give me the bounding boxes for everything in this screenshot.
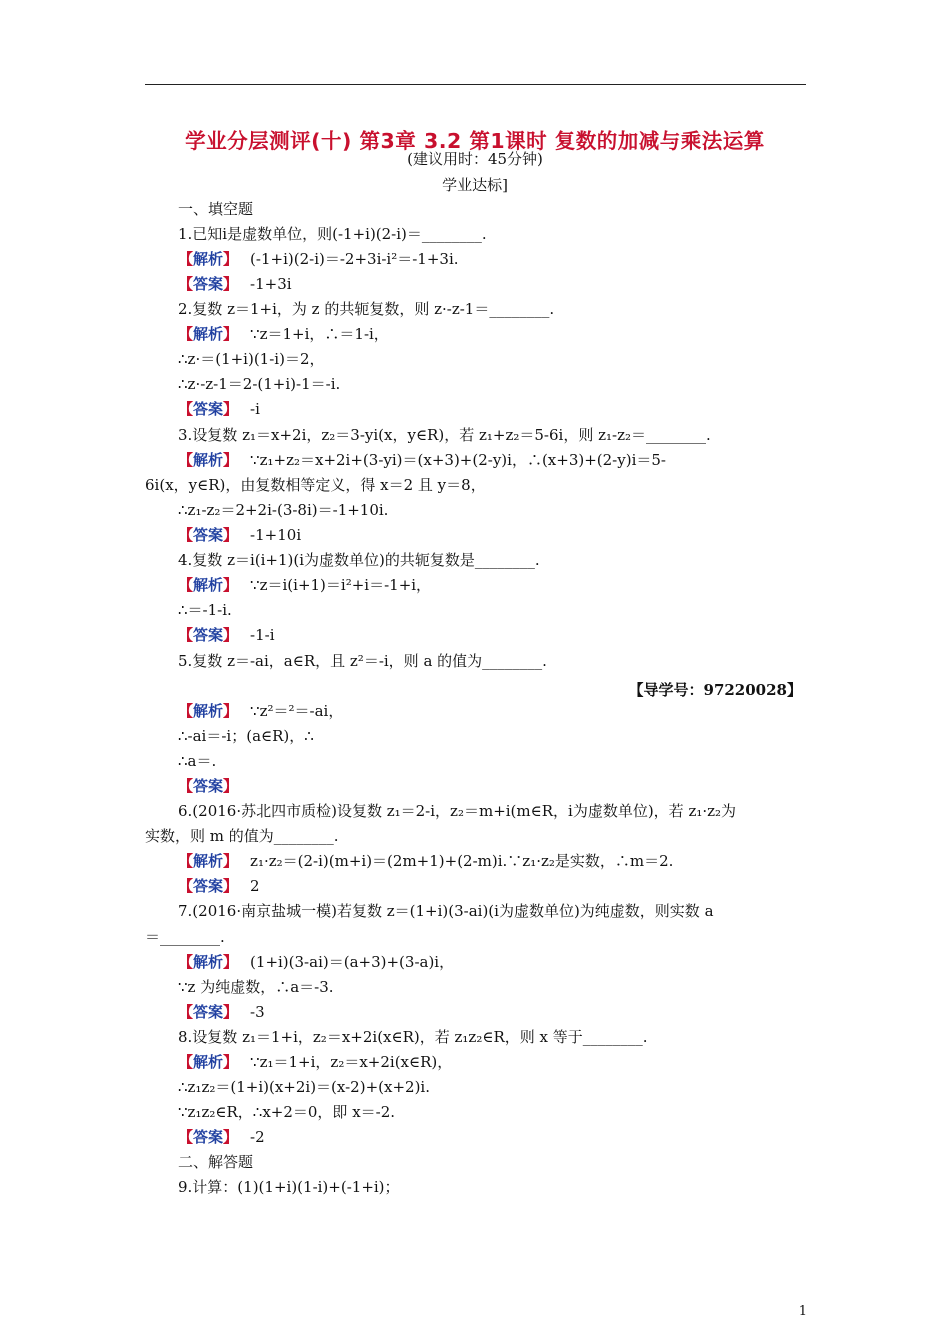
text-line (178, 349, 325, 369)
text-line (178, 726, 314, 746)
text-line (178, 901, 714, 921)
text-line (145, 475, 486, 495)
text-line (178, 1027, 648, 1047)
page-title: 学业分层测评(十) 第3章 3.2 第1课时 复数的加减与乘法运算 (185, 129, 765, 153)
tag-bracket-open: 【 (178, 626, 194, 644)
tag-bracket-open: 【 (178, 877, 194, 895)
line-text: 5.复数 z＝-ai，a∈R，且 z²＝-i，则 a 的值为________. (178, 652, 547, 670)
tag-bracket-open: 【 (178, 275, 194, 293)
line-text: ∵z²＝²＝-ai， (250, 702, 344, 720)
line-text: ∵z 为纯虚数，∴a＝-3. (178, 978, 334, 996)
line-text: 7.(2016·南京盐城一模)若复数 z＝(1+i)(3-ai)(i为虚数单位)为纯虚数，则实数 a (178, 902, 714, 920)
line-text: ∵z₁+z₂＝x+2i+(3-yi)＝(x+3)+(2-y)i，∴(x+3)+(2-y)i＝5- (250, 451, 666, 469)
text-line (178, 299, 554, 319)
tag-bracket-close: 】 (223, 1053, 239, 1071)
line-text: ＝________. (145, 928, 225, 946)
answer-tag (178, 400, 238, 418)
answer-tag (178, 626, 238, 644)
line-text: 实数，则 m 的值为________. (145, 827, 339, 845)
tag-word: 答案 (193, 400, 224, 418)
text-line (178, 425, 711, 445)
tag-word: 解析 (193, 953, 224, 971)
line-text: 3.设复数 z₁＝x+2i，z₂＝3-yi(x，y∈R)，若 z₁+z₂＝5-6i，则 z₁-z₂＝________. (178, 426, 711, 444)
line-text: -1+10i (250, 526, 302, 544)
tag-word: 解析 (193, 852, 224, 870)
line-text: ∴z·-z-1＝2-(1+i)-1＝-i. (178, 375, 341, 393)
line-text: -2 (250, 1128, 265, 1146)
tag-bracket-close: 】 (223, 250, 239, 268)
tag-word: 答案 (193, 1128, 224, 1146)
text-line (178, 1077, 430, 1097)
tag-bracket-open: 【 (178, 1128, 194, 1146)
answer-line (178, 1002, 265, 1022)
tag-bracket-close: 】 (223, 526, 239, 544)
tag-word: 解析 (193, 702, 224, 720)
tag-bracket-close: 】 (223, 451, 239, 469)
analysis-tag (178, 451, 238, 469)
tag-bracket-open: 【 (178, 250, 194, 268)
tag-bracket-close: 】 (223, 400, 239, 418)
line-text: ∴z₁z₂＝(1+i)(x+2i)＝(x-2)+(x+2)i. (178, 1078, 430, 1096)
answer-tag (178, 877, 238, 895)
text-line (178, 550, 540, 570)
text-line (145, 927, 225, 947)
answer-line (178, 776, 250, 796)
text-line (145, 826, 339, 846)
tag-bracket-open: 【 (178, 576, 194, 594)
line-text: -i (250, 400, 260, 418)
line-text: -1+3i (250, 275, 292, 293)
tag-bracket-close: 】 (223, 1128, 239, 1146)
tag-word: 解析 (193, 576, 224, 594)
text-line (178, 1152, 253, 1172)
analysis-tag (178, 852, 238, 870)
line-text: (-1+i)(2-i)＝-2+3i-i²＝-1+3i. (250, 250, 459, 268)
text-line (178, 651, 547, 671)
text-line (178, 1102, 395, 1122)
analysis-line (178, 249, 459, 269)
tag-word: 解析 (193, 451, 224, 469)
line-text: 2 (250, 877, 260, 895)
line-text: -3 (250, 1003, 265, 1021)
line-text: ∴a＝. (178, 752, 217, 770)
analysis-tag (178, 250, 238, 268)
tag-bracket-close: 】 (223, 1003, 239, 1021)
text-line (178, 977, 334, 997)
page-number: 1 (798, 1304, 807, 1319)
answer-line (178, 525, 301, 545)
text-line (178, 801, 736, 821)
time-note: (建议用时：45分钟) (407, 150, 543, 168)
text-line (178, 500, 388, 520)
text-line (178, 1177, 400, 1197)
tag-bracket-open: 【 (178, 1053, 194, 1071)
line-text: ∵z₁＝1+i，z₂＝x+2i(x∈R)， (250, 1053, 453, 1071)
line-text: z₁·z₂＝(2-i)(m+i)＝(2m+1)+(2-m)i.∵z₁·z₂是实数，∴m＝2. (250, 852, 674, 870)
line-text: 一、填空题 (178, 200, 254, 218)
analysis-line (178, 575, 431, 595)
tag-word: 答案 (193, 777, 224, 795)
answer-tag (178, 275, 238, 293)
analysis-line (178, 952, 454, 972)
tag-bracket-open: 【 (178, 1003, 194, 1021)
analysis-tag (178, 325, 238, 343)
line-text: ∵z＝i(i+1)＝i²+i＝-1+i， (250, 576, 432, 594)
tag-bracket-close: 】 (223, 852, 239, 870)
tag-bracket-open: 【 (178, 777, 194, 795)
line-text: ∴z·＝(1+i)(1-i)＝2， (178, 350, 325, 368)
tag-bracket-open: 【 (178, 325, 194, 343)
tag-word: 答案 (193, 626, 224, 644)
analysis-tag (178, 576, 238, 594)
tag-bracket-open: 【 (178, 526, 194, 544)
answer-line (178, 1127, 265, 1147)
tag-bracket-close: 】 (223, 702, 239, 720)
analysis-line (178, 851, 673, 871)
line-text: -1-i (250, 626, 275, 644)
answer-line (178, 399, 260, 419)
line-text: 2.复数 z＝1+i，为 z 的共轭复数，则 z·-z-1＝________. (178, 300, 555, 318)
tag-bracket-close: 】 (223, 576, 239, 594)
line-text: 9.计算：(1)(1+i)(1-i)+(-1+i)； (178, 1178, 400, 1196)
tag-word: 解析 (193, 1053, 224, 1071)
tag-word: 答案 (193, 526, 224, 544)
tag-word: 答案 (193, 1003, 224, 1021)
line-text: ∴z₁-z₂＝2+2i-(3-8i)＝-1+10i. (178, 501, 389, 519)
text-line (178, 600, 232, 620)
answer-line (178, 274, 292, 294)
analysis-line (178, 450, 666, 470)
line-text: 8.设复数 z₁＝1+i，z₂＝x+2i(x∈R)，若 z₁z₂∈R，则 x 等于________. (178, 1028, 648, 1046)
section-heading: 学业达标] (442, 176, 508, 194)
answer-line (178, 625, 275, 645)
analysis-line (178, 701, 343, 721)
tag-word: 答案 (193, 877, 224, 895)
tag-bracket-close: 】 (223, 877, 239, 895)
analysis-line (178, 1052, 452, 1072)
line-text: ∴＝-1-i. (178, 601, 232, 619)
line-text: 6.(2016·苏北四市质检)设复数 z₁＝2-i，z₂＝m+i(m∈R，i为虚数单位)，若 z₁·z₂为 (178, 802, 737, 820)
analysis-tag (178, 702, 238, 720)
tag-bracket-open: 【 (178, 702, 194, 720)
tag-bracket-open: 【 (178, 400, 194, 418)
answer-tag (178, 777, 238, 795)
line-text: ∵z₁z₂∈R，∴x+2＝0，即 x＝-2. (178, 1103, 396, 1121)
tag-bracket-close: 】 (223, 777, 239, 795)
text-line (178, 374, 340, 394)
line-text: 6i(x，y∈R)，由复数相等定义，得 x＝2 且 y＝8， (145, 476, 486, 494)
answer-line (178, 876, 260, 896)
text-line (178, 199, 253, 219)
tag-bracket-close: 】 (223, 325, 239, 343)
analysis-tag (178, 953, 238, 971)
tag-bracket-open: 【 (178, 451, 194, 469)
tag-bracket-close: 】 (223, 953, 239, 971)
tag-word: 答案 (193, 275, 224, 293)
answer-tag (178, 1003, 238, 1021)
answer-tag (178, 526, 238, 544)
tag-bracket-close: 】 (223, 626, 239, 644)
text-line (178, 224, 487, 244)
line-text: 二、解答题 (178, 1153, 254, 1171)
line-text: 4.复数 z＝i(i+1)(i为虚数单位)的共轭复数是________. (178, 551, 540, 569)
line-text: (1+i)(3-ai)＝(a+3)+(3-a)i， (250, 953, 455, 971)
answer-tag (178, 1128, 238, 1146)
reference-number: 【导学号：97220028】 (628, 681, 802, 699)
tag-bracket-open: 【 (178, 852, 194, 870)
line-text: ∵z＝1+i，∴＝1-i， (250, 325, 389, 343)
line-text: ∴-ai＝-i；(a∈R)，∴ (178, 727, 314, 745)
tag-bracket-open: 【 (178, 953, 194, 971)
header-rule (145, 84, 806, 85)
tag-word: 解析 (193, 250, 224, 268)
text-line (178, 751, 216, 771)
tag-bracket-close: 】 (223, 275, 239, 293)
analysis-line (178, 324, 389, 344)
line-text: 1.已知i是虚数单位，则(-1+i)(2-i)＝________. (178, 225, 487, 243)
analysis-tag (178, 1053, 238, 1071)
tag-word: 解析 (193, 325, 224, 343)
